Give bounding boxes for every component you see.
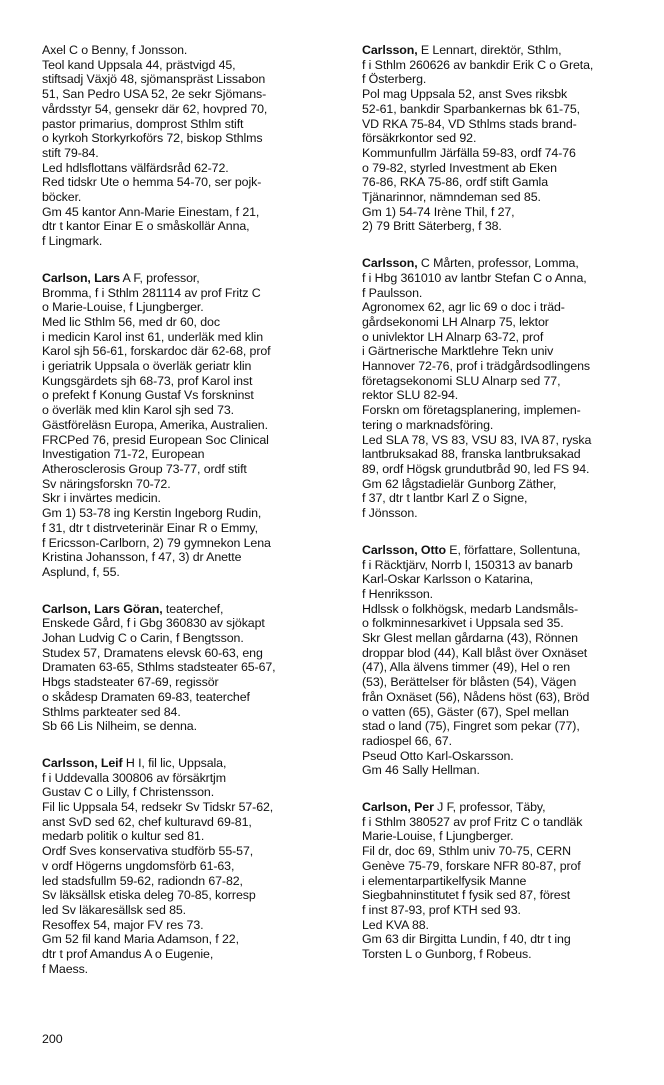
entry-line: f Jönsson. bbox=[362, 506, 418, 521]
entry-line: Axel C o Benny, f Jonsson. bbox=[42, 43, 188, 57]
entry-line: o överläk med klin Karol sjh sed 73. bbox=[42, 403, 234, 418]
entry-line: f Ericsson-Carlborn, 2) 79 gymnekon Lena bbox=[42, 535, 271, 550]
entry-line: Skr i invärtes medicin. bbox=[42, 491, 161, 506]
entry-carlson-per bbox=[362, 800, 662, 962]
entry-carlsson-otto bbox=[362, 543, 662, 778]
entry-line: Kommunfullm Järfälla 59-83, ordf 74-76 bbox=[362, 145, 576, 160]
entry-line: Led SLA 78, VS 83, VSU 83, IVA 87, ryska bbox=[362, 432, 592, 447]
entry-line: dtr t kantor Einar E o småskollär Anna, bbox=[42, 219, 250, 234]
entry-line: f i Sthlm 260626 av bankdir Erik C o Greta, bbox=[362, 57, 594, 72]
entry-line: Marie-Louise, f Ljungberger. bbox=[362, 829, 514, 844]
entry-line: Gm 46 Sally Hellman. bbox=[362, 763, 480, 778]
entry-line: Kristina Johansson, f 47, 3) dr Anette bbox=[42, 550, 242, 565]
entry-line: o Marie-Louise, f Ljungberger. bbox=[42, 300, 204, 315]
entry-line: i geriatrik Uppsala o överläk geriatr klin bbox=[42, 359, 252, 374]
entry-line: Siegbahninstitutet f fysik sed 87, förest bbox=[362, 888, 571, 903]
right-column bbox=[362, 43, 662, 984]
entry-line: försäkrkontor sed 92. bbox=[362, 131, 477, 146]
entry-line: Gm 52 fil kand Maria Adamson, f 22, bbox=[42, 932, 239, 947]
entry-line: Enskede Gård, f i Gbg 360830 av sjökapt bbox=[42, 616, 265, 631]
entry-line: företagsekonomi SLU Alnarp sed 77, bbox=[362, 373, 561, 388]
entry-line: f i Hbg 361010 av lantbr Stefan C o Anna, bbox=[362, 270, 587, 285]
entry-carlsson-marten bbox=[362, 256, 662, 521]
entry-line: f Paulsson. bbox=[362, 285, 423, 300]
entry-line: A F, professor, bbox=[119, 270, 200, 285]
entry-carlson-lars-goran bbox=[42, 602, 342, 734]
entry-line: Ordf Sves konservativa studförb 55-57, bbox=[42, 844, 254, 859]
entry-line: Gm 62 lågstadielär Gunborg Zäther, bbox=[362, 476, 557, 491]
entry-line: Tjänarinnor, nämndeman sed 85. bbox=[362, 190, 541, 205]
entry-line: Bromma, f i Sthlm 281114 av prof Fritz C bbox=[42, 285, 261, 300]
entry-line: radiospel 66, 67. bbox=[362, 733, 452, 748]
entry-line: f Österberg. bbox=[362, 72, 427, 87]
entry-line: Sv läksällsk etiska deleg 70-85, korresp bbox=[42, 888, 256, 903]
entry-line: FRCPed 76, presid European Soc Clinical bbox=[42, 432, 269, 447]
entry-line: i Gärtnerische Marktlehre Tekn univ bbox=[362, 344, 554, 359]
entry-line: f 31, dtr t distrveterinär Einar R o Emmy, bbox=[42, 520, 258, 535]
entry-line: Agronomex 62, agr lic 69 o doc i träd- bbox=[362, 300, 565, 315]
entry-line: H I, fil lic, Uppsala, bbox=[122, 755, 227, 770]
entry-carlsson-lennart bbox=[362, 43, 662, 234]
entry-line: Investigation 71-72, European bbox=[42, 447, 205, 462]
entry-line: Red tidskr Ute o hemma 54-70, ser pojk- bbox=[42, 175, 262, 190]
entry-line: E Lennart, direktör, Sthlm, bbox=[417, 43, 562, 57]
entry-line: o folkminnesarkivet i Uppsala sed 35. bbox=[362, 616, 564, 631]
entry-line: Studex 57, Dramatens elevsk 60-63, eng bbox=[42, 645, 263, 660]
entry-line: led Sv läkaresällsk sed 85. bbox=[42, 902, 186, 917]
entry-line: Kungsgärdets sjh 68-73, prof Karol inst bbox=[42, 373, 253, 388]
entry-line: led stadsfullm 59-62, radiondn 67-82, bbox=[42, 873, 243, 888]
entry-line: Gm 1) 53-78 ing Kerstin Ingeborg Rudin, bbox=[42, 506, 262, 521]
entry-line: medarb politik o kultur sed 81. bbox=[42, 829, 205, 844]
entry-line: Pol mag Uppsala 52, anst Sves riksbk bbox=[362, 87, 568, 102]
entry-line: 51, San Pedro USA 52, 2e sekr Sjömans- bbox=[42, 87, 267, 102]
entry-line: f i Sthlm 380527 av prof Fritz C o tandläk bbox=[362, 814, 583, 829]
entry-line: (47), Alla älvens timmer (49), Hel o ren bbox=[362, 660, 571, 675]
entry-line: anst SvD sed 62, chef kulturavd 69-81, bbox=[42, 814, 252, 829]
entry-line: stiftsadj Växjö 48, sjömanspräst Lissabon bbox=[42, 72, 266, 87]
entry-line: lantbruksakad 88, franska lantbruksakad bbox=[362, 447, 581, 462]
entry-line: rektor SLU 82-94. bbox=[362, 388, 459, 403]
entry-line: Sb 66 Lis Nilheim, se denna. bbox=[42, 719, 197, 734]
entry-name: Carlson, Per bbox=[362, 800, 434, 815]
entry-line: Forskn om företagsplanering, implemen- bbox=[362, 403, 581, 418]
entry-line: v ordf Högerns ungdomsförb 61-63, bbox=[42, 858, 235, 873]
entry-line: Sv näringsforskn 70-72. bbox=[42, 476, 171, 491]
entry-name: Carlsson, Otto bbox=[362, 542, 446, 557]
entry-line: f inst 87-93, prof KTH sed 93. bbox=[362, 902, 521, 917]
entry-line: f Maess. bbox=[42, 961, 89, 976]
entry-line: Sthlms parkteater sed 84. bbox=[42, 704, 181, 719]
entry-line: i elementarpartikelfysik Manne bbox=[362, 873, 527, 888]
entry-line: vårdsstyr 54, gensekr där 62, hovpred 70, bbox=[42, 101, 268, 116]
entry-line: teaterchef, bbox=[162, 601, 224, 616]
entry-line: 76-86, RKA 75-86, ordf stift Gamla bbox=[362, 175, 548, 190]
entry-line: pastor primarius, domprost Sthlm stift bbox=[42, 116, 244, 131]
entry-line: Torsten L o Gunborg, f Robeus. bbox=[362, 947, 532, 962]
entry-line: J F, professor, Täby, bbox=[433, 800, 546, 815]
entry-line: C Mårten, professor, Lomma, bbox=[417, 256, 579, 271]
entry-line: Karl-Oskar Karlsson o Katarina, bbox=[362, 572, 534, 587]
entry-line: Hannover 72-76, prof i trädgårdsodlingens bbox=[362, 359, 591, 374]
entry-line: droppar blod (44), Kall blåst över Oxnäset bbox=[362, 645, 588, 660]
entry-line: f Lingmark. bbox=[42, 234, 103, 249]
entry-carlson-lars bbox=[42, 271, 342, 580]
entry-line: Med lic Sthlm 56, med dr 60, doc bbox=[42, 314, 220, 329]
entry-line: E, författare, Sollentuna, bbox=[445, 542, 581, 557]
entry-line: Hbgs stadsteater 67-69, regissör bbox=[42, 675, 219, 690]
entry-line: Asplund, f, 55. bbox=[42, 564, 120, 579]
entry-line: VD RKA 75-84, VD Sthlms stads brand- bbox=[362, 116, 577, 131]
entry-line: Gm 45 kantor Ann-Marie Einestam, f 21, bbox=[42, 204, 260, 219]
entry-line: (53), Berättelser för blåsten (54), Vägen bbox=[362, 675, 577, 690]
entry-line: Genève 75-79, forskare NFR 80-87, prof bbox=[362, 858, 581, 873]
entry-line: o univlektor LH Alnarp 63-72, prof bbox=[362, 329, 544, 344]
entry-line: Johan Ludvig C o Carin, f Bengtsson. bbox=[42, 631, 244, 646]
entry-line: o 79-82, styrled Investment ab Eken bbox=[362, 160, 557, 175]
entry-line: Gustav C o Lilly, f Christensson. bbox=[42, 785, 215, 800]
page-number: 200 bbox=[42, 1032, 63, 1046]
entry-line: Pseud Otto Karl-Oskarsson. bbox=[362, 748, 514, 763]
entry-line: Teol kand Uppsala 44, prästvigd 45, bbox=[42, 57, 236, 72]
entry-line: o vatten (65), Gäster (67), Spel mellan bbox=[362, 704, 569, 719]
entry-line: Karol sjh 56-61, forskardoc där 62-68, prof bbox=[42, 344, 271, 359]
entry-carlsson-leif bbox=[42, 756, 342, 977]
left-column bbox=[42, 43, 342, 998]
entry-line: o prefekt f Konung Gustaf Vs forskninst bbox=[42, 388, 254, 403]
entry-line: 89, ordf Högsk grundutbråd 90, led FS 94. bbox=[362, 461, 590, 476]
entry-line: 2) 79 Britt Säterberg, f 38. bbox=[362, 219, 502, 234]
entry-line: tering o marknadsföring. bbox=[362, 417, 494, 432]
entry-line: Gm 63 dir Birgitta Lundin, f 40, dtr t ing bbox=[362, 932, 571, 947]
entry-line: i medicin Karol inst 61, underläk med klin bbox=[42, 329, 264, 344]
entry-line: gårdsekonomi LH Alnarp 75, lektor bbox=[362, 314, 549, 329]
entry-line: Led KVA 88. bbox=[362, 917, 429, 932]
entry-line: böcker. bbox=[42, 190, 82, 205]
entry-line: från Oxnäset (56), Nådens höst (63), Bröd bbox=[362, 689, 590, 704]
entry-line: o kyrkoh Storkyrkoförs 72, biskop Sthlms bbox=[42, 131, 263, 146]
entry-line: stift 79-84. bbox=[42, 145, 99, 160]
entry-line: Hdlssk o folkhögsk, medarb Landsmåls- bbox=[362, 601, 578, 616]
entry-line: dtr t prof Amandus A o Eugenie, bbox=[42, 947, 214, 962]
entry-name: Carlson, Lars bbox=[42, 270, 120, 285]
entry-line: Fil dr, doc 69, Sthlm univ 70-75, CERN bbox=[362, 844, 571, 859]
entry-line: Resoffex 54, major FV res 73. bbox=[42, 917, 204, 932]
entry-name: Carlson, Lars Göran, bbox=[42, 601, 163, 616]
entry-line: Led hdlsflottans välfärdsråd 62-72. bbox=[42, 160, 229, 175]
entry-line: stad o land (75), Fingret som pekar (77), bbox=[362, 719, 580, 734]
entry-line: Fil lic Uppsala 54, redsekr Sv Tidskr 57-62, bbox=[42, 800, 274, 815]
entry-line: Gästföreläsn Europa, Amerika, Australien. bbox=[42, 417, 268, 432]
entry-line: o skådesp Dramaten 69-83, teaterchef bbox=[42, 689, 250, 704]
entry-name: Carlsson, bbox=[362, 256, 418, 271]
entry-line: Dramaten 63-65, Sthlms stadsteater 65-67, bbox=[42, 660, 276, 675]
entry-line: f 37, dtr t lantbr Karl Z o Signe, bbox=[362, 491, 528, 506]
entry-name: Carlsson, Leif bbox=[42, 755, 123, 770]
entry-line: f i Uddevalla 300806 av försäkrtjm bbox=[42, 770, 226, 785]
entry-line: Skr Glest mellan gårdarna (43), Rönnen bbox=[362, 631, 578, 646]
entry-line: Gm 1) 54-74 Irène Thil, f 27, bbox=[362, 204, 515, 219]
entry-line: 52-61, bankdir Sparbankernas bk 61-75, bbox=[362, 101, 580, 116]
entry-line: f i Räcktjärv, Norrb l, 150313 av banarb bbox=[362, 557, 573, 572]
entry-continuation bbox=[42, 43, 342, 249]
entry-line: Atherosclerosis Group 73-77, ordf stift bbox=[42, 461, 247, 476]
entry-line: f Henriksson. bbox=[362, 586, 434, 601]
entry-name: Carlsson, bbox=[362, 43, 418, 57]
